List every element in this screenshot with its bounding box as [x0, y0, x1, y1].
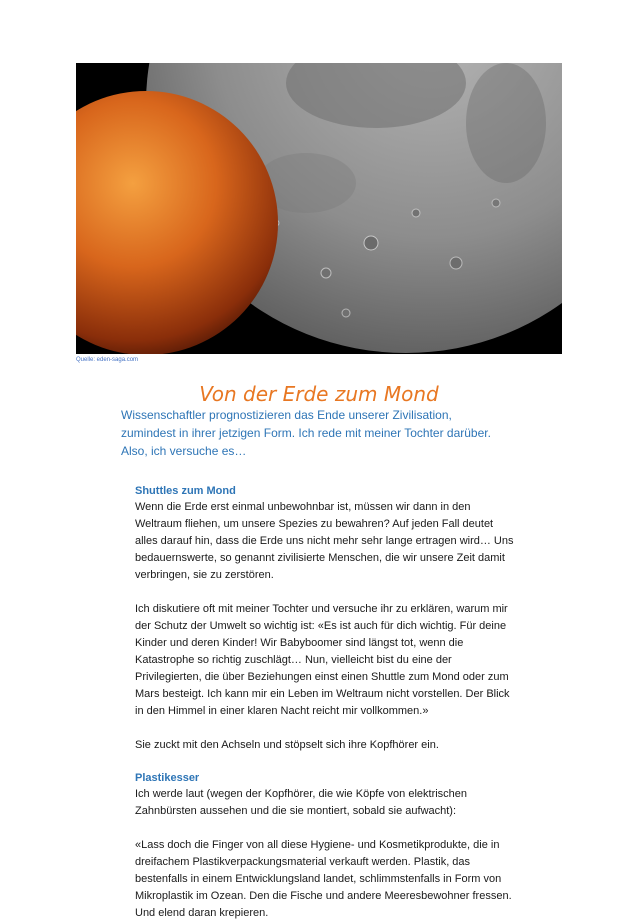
crater	[492, 199, 500, 207]
intro-line: zumindest in ihrer jetzigen Form. Ich rede mit meiner Tochter darüber.	[121, 426, 491, 440]
moon-illustration	[76, 63, 562, 354]
crater	[321, 268, 331, 278]
crater	[412, 209, 420, 217]
intro-line: Wissenschaftler prognostizieren das Ende unserer Zivilisation,	[121, 408, 452, 422]
paragraph: «Lass doch die Finger von all diese Hygiene- und Kosmetikprodukte, die in dreifachem Plastikverpackungsmaterial verkauft werden. Plastik, das bestenfalls in einem Entwicklungsland landet, schlimmstenfalls in Form von Mikroplastik im Ozean. Den die Fische und andere Meeresbewohner fressen. Und elend daran krepieren.	[135, 839, 512, 919]
paragraph: Ich werde laut (wegen der Kopfhörer, die wie Köpfe von elektrischen Zahnbürsten aussehen und die sie montiert, sobald sie aufwacht):	[135, 788, 468, 817]
moon-eclipse-photo	[76, 63, 562, 354]
image-caption: Quelle: eden-saga.com	[76, 357, 139, 363]
section-heading-shuttles: Shuttles zum Mond	[135, 485, 236, 497]
crater	[450, 257, 462, 269]
crater	[342, 309, 350, 317]
intro-text	[121, 406, 521, 460]
article-body	[135, 484, 515, 922]
section-heading-plastikesser: Plastikesser	[135, 772, 200, 784]
page-title: Von der Erde zum Mond	[199, 382, 439, 406]
paragraph: Sie zuckt mit den Achseln und stöpselt sich ihre Kopfhörer ein.	[135, 739, 439, 751]
crater	[364, 236, 378, 250]
mare-patch	[466, 63, 546, 183]
paragraph: Wenn die Erde erst einmal unbewohnbar ist, müssen wir dann in den Weltraum fliehen, um unsere Spezies zu bewahren? Auf jeden Fall deutet alles darauf hin, dass die Erde uns nicht mehr sehr lange ertragen wird… Uns bedauernswerte, so genannt zivilisierte Menschen, die wir unsere Zeit damit verbringen, sie zu zerstören.	[135, 501, 514, 581]
intro-line: Also, ich versuche es…	[121, 444, 247, 458]
paragraph: Ich diskutiere oft mit meiner Tochter und versuche ihr zu erklären, warum mir der Schutz der Umwelt so wichtig ist: «Es ist auch für dich wichtig. Für deine Kinder und deren Kinder! Wir Babyboomer sind längst tot, wenn die Katastrophe so richtig zuschlägt… Nun, vielleicht bist du eine der Privilegierten, die über Beziehungen einst einen Shuttle zum Mond oder zum Mars besteigt. Ich kann mir ein Leben im Weltraum nicht vorstellen. Der Blick in den Himmel in einer klaren Nacht reicht mir vollkommen.»	[135, 603, 510, 717]
